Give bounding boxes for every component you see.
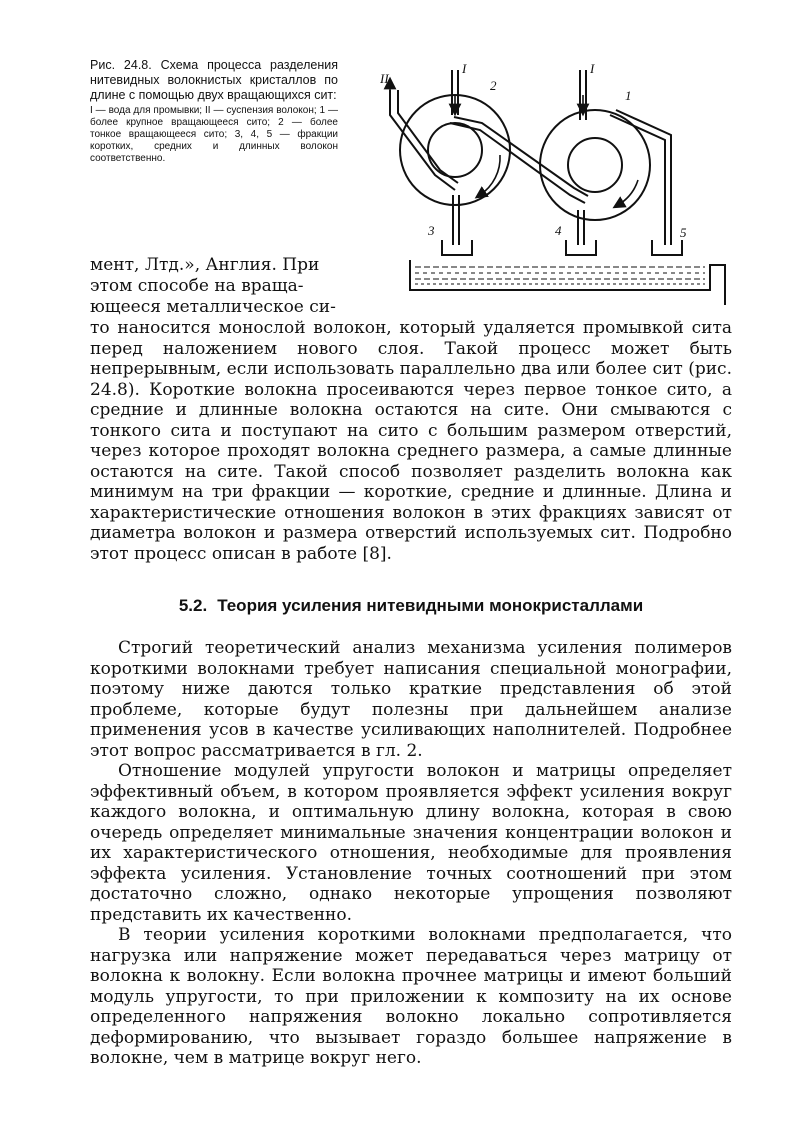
sieve-separation-diagram (380, 55, 735, 310)
collector-4 (566, 240, 596, 255)
section-title: Теория усиления нитевидными монокристаллами (217, 596, 644, 615)
label-2: 2 (490, 78, 497, 93)
paragraph-continued: то наносится монослой волокон, который удаляется промывкой сита перед наложением нового слоя. Такой процесс может быть непрерывным, если использовать параллельно два или более сит (рис. 24.8). Короткие волокна просеиваются через первое тонкое сито, а средние и длинные волокна остаются на сите. Они смываются с тонкого сита и поступают на сито с большим размером отверстий, через которое проходят волокна среднего размера, а самые длинные остаются на сите. Такой способ позволяет разделить волокна как минимум на три фракции — короткие, средние и длинные. Длина и характеристические отношения волокон в этих фракциях зависят от диаметра волокон и размера отверстий используемых сит. Подробно этот процесс описан в работе [8]. (90, 318, 732, 564)
paragraph-2: Отношение модулей упругости волокон и матрицы определяет эффективный объем, в котором проявляется эффект усиления вокруг каждого волокна, и оптимальную длину волокна, которая в свою очередь определяет минимальные значения концентрации волокон и их характеристического отношения, необходимые для проявления эффекта усиления. Установление точных соотношений при этом достаточно сложно, однако некоторые упрощения позволяют представить их качественно. (90, 761, 732, 925)
paragraph-1: Строгий теоретический анализ механизма усиления полимеров короткими волокнами требует написания специальной монографии, поэтому ниже даются только краткие представления об этой проблеме, которые будут полезны при дальнейшем анализе применения усов в качестве усиливающих наполнителей. Подробнее этот вопрос рассматривается в гл. 2. (90, 638, 732, 761)
label-II: II (380, 71, 389, 86)
label-5: 5 (680, 225, 687, 240)
wrap-line-1: мент, Лтд.», Англия. При (90, 255, 320, 275)
body-paragraphs (90, 638, 732, 1069)
label-I-right: I (590, 61, 595, 76)
tray-liquid (415, 267, 705, 284)
paragraph-3: В теории усиления короткими волокнами предполагается, что нагрузка или напряжение может передаваться через матрицу от волокна к волокну. Если волокна прочнее матрицы и имеют больший модуль упругости, то при приложении к композиту на их основе определенного напряжения волокно локально сопротивляется деформированию, что вызывает гораздо большее напряжение в волокне, чем в матрице вокруг него. (90, 925, 732, 1068)
label-4: 4 (555, 223, 562, 238)
section-number: 5.2. (178, 596, 208, 615)
transfer-chute (450, 123, 585, 203)
figure-caption-legend: I — вода для промывки; II — суспензия волокон; 1 — более крупное вращающееся сито; 2 — более тонкое вращающееся сито; 3, 4, 5 — фракции коротких, средних и длинных волокон соответственно. (90, 105, 338, 164)
sieve-right-inner (568, 138, 622, 192)
figure-caption (90, 58, 338, 165)
label-I-left: I (462, 61, 467, 76)
section-heading (90, 596, 732, 616)
collector-5 (652, 240, 682, 255)
collector-3 (442, 240, 472, 255)
label-1: 1 (625, 88, 632, 103)
wrap-line-3: ющееся металлическое си- (90, 297, 336, 317)
wrap-line-2: этом способе на враща- (90, 276, 304, 296)
figure-caption-title: Рис. 24.8. Схема процесса разделения нитевидных волокнистых кристаллов по длине с помощью двух вращающихся сит: (90, 58, 338, 102)
label-3: 3 (428, 223, 435, 238)
sieve-left-inner (428, 123, 482, 177)
